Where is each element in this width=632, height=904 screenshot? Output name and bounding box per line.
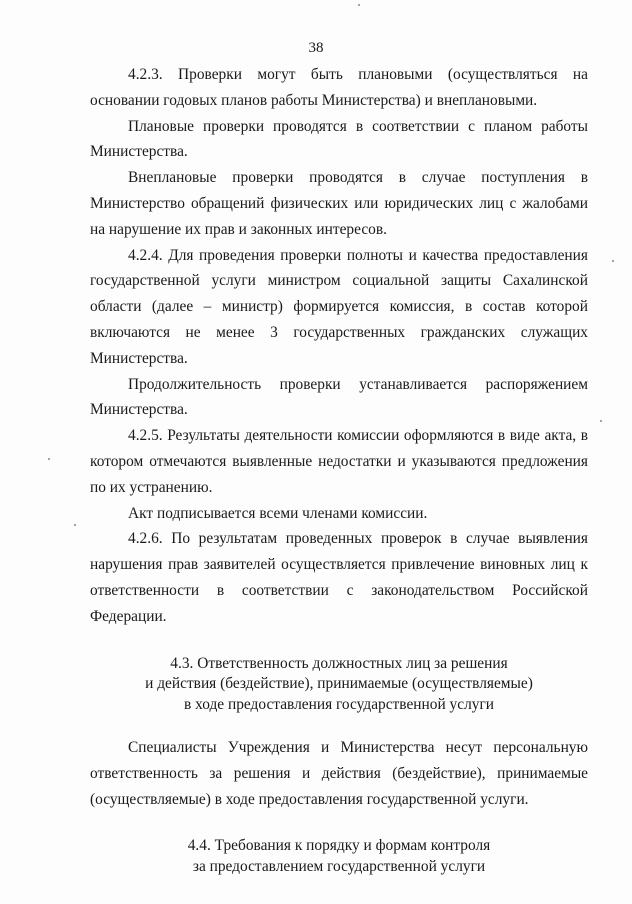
heading-line: 4.4. Требования к порядку и формам контроля bbox=[187, 837, 491, 855]
paragraph-planned-checks: Плановые проверки проводятся в соответствии с планом работы Министерства. bbox=[90, 117, 588, 161]
paragraph-4-2-6: 4.2.6. По результатам проведенных проверок в случае выявления нарушения прав заявителей осуществляется привлечение виновных лиц к ответственности в соответствии с законодательством Российской Федерации. bbox=[90, 530, 588, 625]
page-number: 38 bbox=[308, 40, 324, 56]
paragraph-act-signing: Акт подписывается всеми членами комиссии. bbox=[128, 504, 428, 522]
scan-speck bbox=[612, 260, 614, 262]
paragraph-unplanned-checks: Внеплановые проверки проводятся в случае поступления в Министерство обращений физических или юридических лиц с жалобами на нарушение их прав и законных интересов. bbox=[90, 169, 588, 238]
paragraph-4-3-responsibility: Специалисты Учреждения и Министерства несут персональную ответственность за решения и действия (бездействие), принимаемые (осуществляемые) в ходе предоставления государственной услуги. bbox=[90, 739, 588, 808]
heading-line: и действия (бездействие), принимаемые (осуществляемые) bbox=[145, 675, 533, 693]
scan-speck bbox=[74, 524, 76, 526]
document-body bbox=[90, 62, 588, 877]
heading-line: в ходе предоставления государственной услуги bbox=[184, 695, 494, 713]
paragraph-4-2-4: 4.2.4. Для проведения проверки полноты и качества предоставления государственной услуги министром социальной защиты Сахалинской области (далее – министр) формируется комиссия, в состав которой включаются не менее 3 государственных гражданских служащих Министерства. bbox=[90, 246, 588, 367]
section-heading-4-3 bbox=[90, 654, 588, 716]
heading-line: 4.3. Ответственность должностных лиц за решения bbox=[170, 654, 508, 672]
paragraph-4-2-3: 4.2.3. Проверки могут быть плановыми (осуществляться на основании годовых планов работы Министерства) и внеплановыми. bbox=[90, 66, 588, 109]
paragraph-4-2-5: 4.2.5. Результаты деятельности комиссии оформляются в виде акта, в котором отмечаются выявленные недостатки и указываются предложения по их устранению. bbox=[90, 427, 588, 496]
scan-speck bbox=[48, 458, 50, 460]
scan-speck bbox=[600, 420, 602, 422]
scan-speck bbox=[358, 4, 360, 6]
paragraph-duration: Продолжительность проверки устанавливается распоряжением Министерства. bbox=[90, 375, 588, 419]
heading-line: за предоставлением государственной услуги bbox=[192, 857, 486, 875]
section-heading-4-4 bbox=[90, 836, 588, 877]
